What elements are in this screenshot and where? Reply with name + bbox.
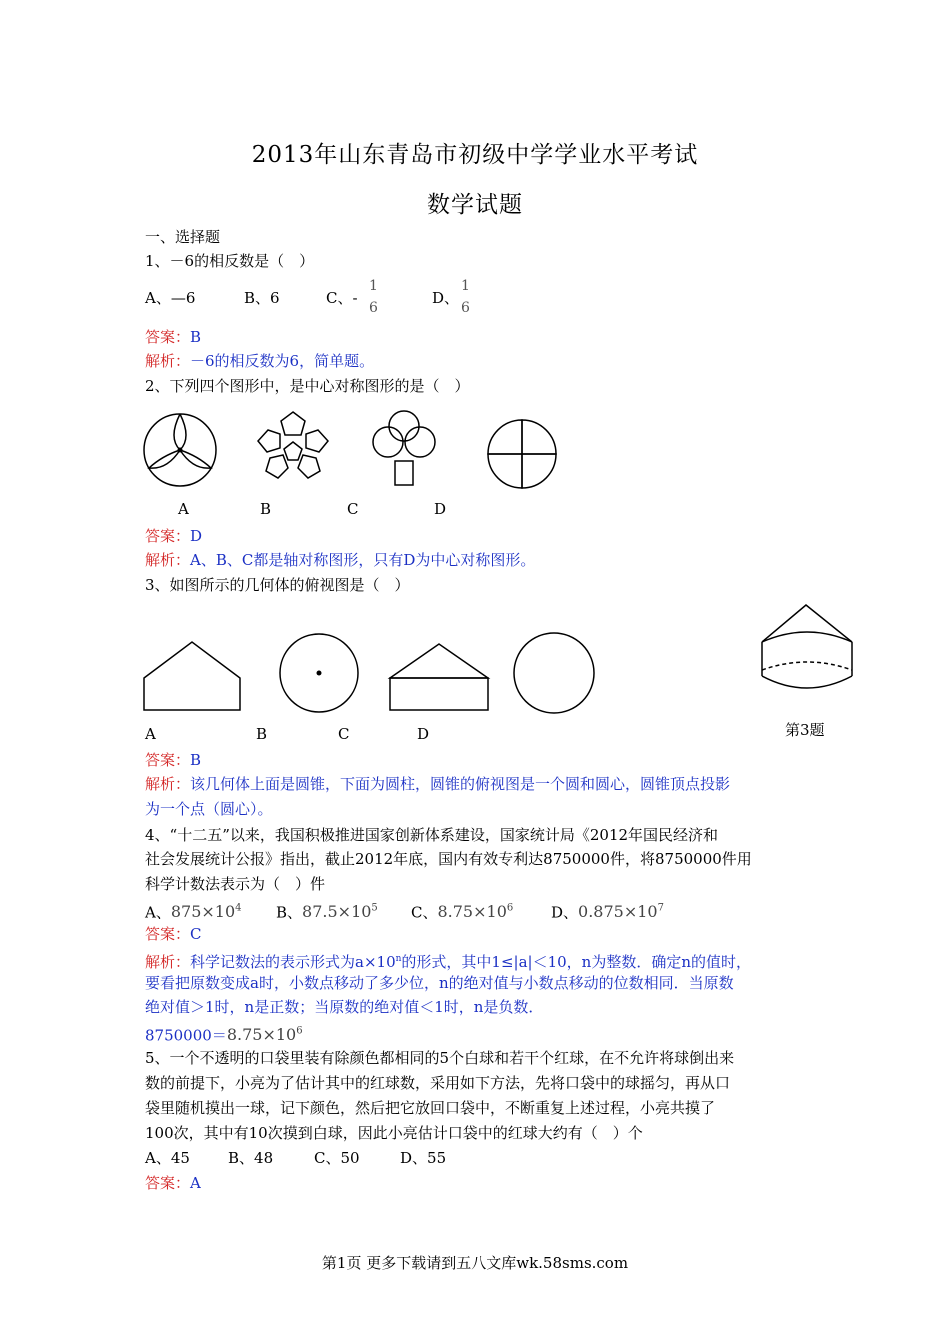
exam-subtitle: 数学试题	[427, 192, 523, 218]
explanation-label: 解析：	[145, 953, 191, 971]
answer-label: 答案：	[145, 527, 191, 545]
q3-label-a: A	[145, 725, 156, 743]
answer-value: D	[190, 527, 203, 545]
option-value	[437, 902, 513, 921]
q3-answer	[145, 749, 201, 771]
q3-figure-b	[278, 632, 360, 714]
fraction-numerator: 1	[461, 278, 470, 294]
page-footer: 第1页 更多下载请到五八文库wk.58sms.com	[321, 1254, 629, 1272]
q4-stem-line2: 社会发展统计公报》指出，截止2012年底，国内有效专利达8750000件，将8750000件用	[145, 850, 752, 868]
q1-fraction-c	[369, 278, 378, 316]
fraction-denominator: 6	[461, 300, 470, 316]
q3-label-d: D	[417, 725, 430, 743]
q1-answer	[145, 326, 201, 348]
option-letter: A、	[145, 903, 171, 922]
q3-figure-caption: 第3题	[785, 721, 825, 739]
answer-value: A	[190, 1174, 201, 1192]
times-ten: ×10	[473, 902, 507, 922]
q3-label-b: B	[256, 725, 268, 743]
q5-stem-line4: 100次，其中有10次摸到白球，因此小亮估计口袋中的红球大约有（ ）个	[145, 1124, 643, 1142]
answer-value: C	[190, 925, 202, 943]
option-value	[171, 902, 242, 921]
q5-answer	[145, 1172, 201, 1194]
q1-option-c	[326, 287, 358, 309]
q1-options	[145, 287, 460, 309]
explanation-text: A、B、C都是轴对称图形，只有D为中心对称图形。	[190, 551, 536, 569]
times-ten: ×10	[623, 902, 658, 922]
q2-label-c: C	[347, 500, 359, 518]
q2-label-b: B	[260, 500, 272, 518]
explanation-text: －6的相反数为6，简单题。	[190, 352, 375, 370]
option-value	[302, 902, 378, 921]
mantissa: 8.75	[226, 1025, 263, 1045]
exam-title: 2013年山东青岛市初级中学学业水平考试	[251, 142, 699, 168]
q1-fraction-d	[461, 278, 470, 316]
q3-figure-c	[388, 640, 490, 712]
q3-explanation-line1	[145, 773, 730, 795]
fraction-numerator: 1	[369, 278, 378, 294]
option-letter: C、	[411, 903, 438, 922]
exponent: 6	[506, 903, 514, 914]
q2-figure-b	[250, 408, 336, 488]
q4-option-c	[411, 898, 513, 923]
fraction-denominator: 6	[369, 300, 378, 316]
explanation-math	[227, 1025, 303, 1044]
times-ten: ×10	[201, 902, 236, 922]
explanation-text	[190, 953, 751, 971]
q2-explanation	[145, 549, 535, 571]
answer-label: 答案：	[145, 925, 191, 943]
q2-figure-c	[368, 408, 440, 488]
q2-answer	[145, 525, 202, 547]
q3-label-c: C	[338, 725, 350, 743]
mantissa: 0.875	[578, 902, 624, 922]
answer-value: B	[190, 751, 202, 769]
q2-figure-d	[484, 416, 560, 492]
exponent: 6	[296, 1026, 303, 1037]
exponent: 5	[371, 903, 378, 914]
explanation-part: 的形式，其中1≤|a|＜10，n为整数．确定n的值时，	[401, 953, 751, 971]
q2-label-a: A	[178, 500, 189, 518]
q5-stem-line1: 5、一个不透明的口袋里装有除颜色都相同的5个白球和若干个红球，在不允许将球倒出来	[145, 1049, 735, 1067]
q3-solid-figure	[758, 600, 856, 692]
q5-option-a: A、45	[145, 1149, 190, 1167]
q2-stem: 2、下列四个图形中，是中心对称图形的是（ ）	[145, 377, 470, 395]
q5-option-b: B、48	[228, 1149, 274, 1167]
explanation-sup: n	[395, 954, 402, 964]
option-letter: D、	[551, 903, 579, 922]
explanation-label: 解析：	[145, 775, 191, 793]
q1-option-a: A、—6	[145, 289, 196, 307]
q5-option-d: D、55	[400, 1149, 447, 1167]
explanation-part: 8750000＝	[145, 1026, 227, 1045]
q3-figure-d	[512, 631, 596, 715]
q5-option-c: C、50	[314, 1149, 360, 1167]
q4-explanation-line3: 绝对值＞1时，n是正数；当原数的绝对值＜1时，n是负数．	[145, 998, 544, 1016]
explanation-text: 该几何体上面是圆锥，下面为圆柱，圆锥的俯视图是一个圆和圆心，圆锥顶点投影	[190, 775, 731, 793]
answer-value: B	[190, 328, 202, 346]
explanation-part: 科学记数法的表示形式为a×10	[190, 953, 396, 971]
q1-stem: 1、－6的相反数是（ ）	[145, 252, 315, 270]
option-value	[578, 902, 664, 921]
answer-label: 答案：	[145, 328, 191, 346]
option-letter: B、	[276, 903, 303, 922]
q2-label-d: D	[434, 500, 447, 518]
explanation-label: 解析：	[145, 551, 191, 569]
q1-option-d: D、	[432, 289, 460, 307]
answer-label: 答案：	[145, 1174, 191, 1192]
q4-explanation-line2: 要看把原数变成a时，小数点移动了多少位，n的绝对值与小数点移动的位数相同．当原数	[145, 974, 734, 992]
exponent: 7	[657, 903, 664, 914]
q4-stem-line3: 科学计数法表示为（ ）件	[145, 875, 326, 893]
q4-answer	[145, 923, 202, 945]
section-heading: 一、选择题	[145, 228, 221, 246]
q2-figure-a	[142, 412, 218, 488]
times-ten: ×10	[262, 1025, 297, 1045]
times-ten: ×10	[337, 902, 372, 922]
explanation-label: 解析：	[145, 352, 191, 370]
answer-label: 答案：	[145, 751, 191, 769]
q4-option-d	[551, 898, 664, 923]
mantissa: 8.75	[437, 902, 474, 922]
mantissa: 875	[170, 902, 202, 922]
q4-explanation-line4	[145, 1021, 303, 1046]
q1-explanation	[145, 350, 374, 372]
q1-option-c-label: C、-	[326, 289, 358, 307]
q5-stem-line2: 数的前提下，小亮为了估计其中的红球数，采用如下方法，先将口袋中的球摇匀，再从口	[145, 1074, 731, 1092]
mantissa: 87.5	[302, 902, 338, 922]
q4-option-a	[145, 898, 242, 923]
q4-stem-line1: 4、“十二五”以来，我国积极推进国家创新体系建设，国家统计局《2012年国民经济和	[145, 826, 719, 844]
q3-figure-a	[142, 640, 242, 712]
q3-explanation-line2: 为一个点（圆心）。	[145, 800, 273, 818]
q4-option-b	[276, 898, 378, 923]
q1-option-b: B、6	[244, 289, 280, 307]
q3-stem: 3、如图所示的几何体的俯视图是（ ）	[145, 576, 410, 594]
exponent: 4	[235, 903, 242, 914]
q4-explanation-line1	[145, 948, 751, 973]
q5-stem-line3: 袋里随机摸出一球，记下颜色，然后把它放回口袋中，不断重复上述过程，小亮共摸了	[145, 1099, 716, 1117]
